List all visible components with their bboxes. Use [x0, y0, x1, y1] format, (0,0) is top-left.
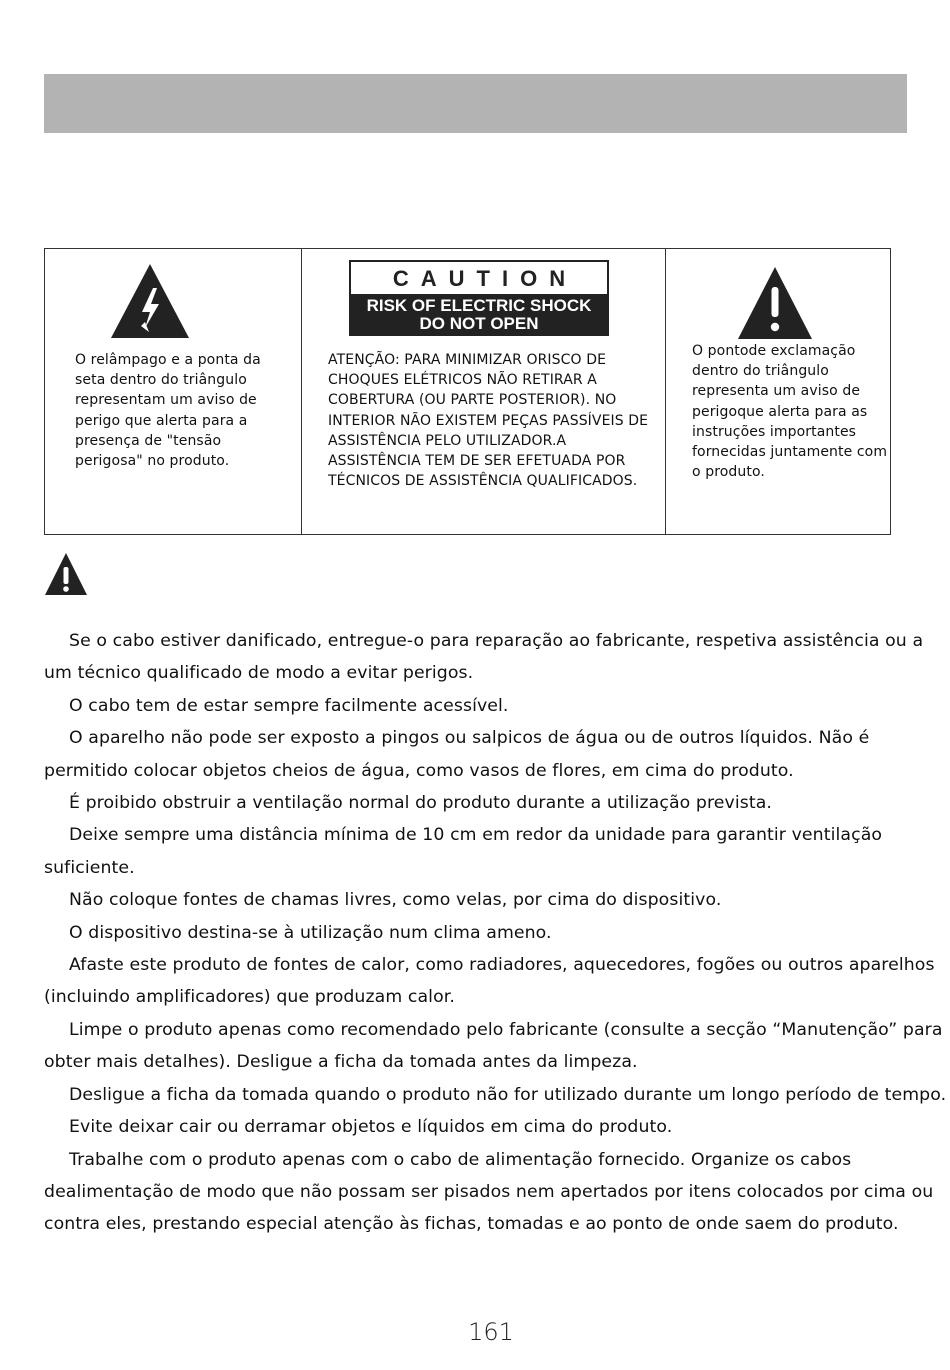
caution-risk-line: RISK OF ELECTRIC SHOCK [366, 296, 592, 315]
warning-icon [44, 552, 88, 596]
instruction-paragraph: Afaste este produto de fontes de calor, como radiadores, aquecedores, fogões ou outros aparelhos (incluindo amplificadores) que produzam calor. [44, 955, 935, 1008]
instruction-paragraph: É proibido obstruir a ventilação normal do produto durante a utilização prevista. [69, 793, 773, 814]
caution-risk-banner [351, 294, 607, 334]
page-number: 161 [468, 1318, 514, 1346]
instruction-paragraph: Trabalhe com o produto apenas com o cabo de alimentação fornecido. Organize os cabos dealimentação de modo que não possam ser pisados nem apertados por itens colocados por cima ou contra eles, prestando especial atenção às fichas, tomadas e ao ponto de onde saem do produto. [44, 1149, 934, 1235]
instruction-paragraph: Limpe o produto apenas como recomendado pelo fabricante (consulte a secção “Manutenção” para obter mais detalhes). Desligue a ficha da tomada antes da limpeza. [44, 1019, 943, 1073]
safety-instructions [44, 625, 950, 1241]
caution-label [349, 260, 609, 336]
caution-cell [302, 249, 666, 534]
exclamation-warning-triangle-icon [736, 265, 814, 341]
section-header-bar [44, 74, 907, 133]
instruction-paragraph: Desligue a ficha da tomada quando o produto não for utilizado durante um longo período de tempo. [69, 1084, 947, 1105]
instruction-paragraph: O dispositivo destina-se à utilização num clima ameno. [69, 922, 552, 943]
attention-text: ATENÇÃO: PARA MINIMIZAR ORISCO DE CHOQUES ELÉTRICOS NÃO RETIRAR A COBERTURA (OU PARTE POSTERIOR). NO INTERIOR NÃO EXISTEM PEÇAS PASSÍVEIS DE ASSISTÊNCIA PELO UTILIZADOR.A ASSISTÊNCIA TEM DE SER EFETUADA POR TÉCNICOS DE ASSISTÊNCIA QUALIFICADOS. [328, 352, 649, 490]
instruction-paragraph: Se o cabo estiver danificado, entregue-o para reparação ao fabricante, respetiva assistência ou a um técnico qualificado de modo a evitar perigos. [44, 631, 924, 684]
instruction-paragraph: Deixe sempre uma distância mínima de 10 cm em redor da unidade para garantir ventilação suficiente. [44, 825, 883, 878]
exclamation-symbol-cell [666, 249, 890, 534]
lightning-symbol-cell [45, 249, 302, 534]
exclamation-symbol-text: O pontode exclamação dentro do triângulo representa um aviso de perigoque alerta para as instruções importantes fornecidas juntamente com o produto. [692, 343, 888, 481]
caution-do-not-open-line: DO NOT OPEN [419, 313, 539, 333]
instruction-paragraph: Não coloque fontes de chamas livres, como velas, por cima do dispositivo. [69, 890, 722, 911]
instruction-paragraph: O aparelho não pode ser exposto a pingos ou salpicos de água ou de outros líquidos. Não é permitido colocar objetos cheios de água, como vasos de flores, em cima do produto. [44, 728, 870, 781]
caution-title: CAUTION [392, 266, 578, 291]
instruction-paragraph: O cabo tem de estar sempre facilmente acessível. [69, 695, 509, 716]
instruction-paragraph: Evite deixar cair ou derramar objetos e líquidos em cima do produto. [69, 1117, 673, 1138]
safety-symbols-table [44, 248, 891, 535]
lightning-symbol-text: O relâmpago e a ponta da seta dentro do triângulo representam um aviso de perigo que alerta para a presença de "tensão perigosa" no produto. [75, 352, 261, 470]
lightning-warning-triangle-icon [109, 262, 191, 340]
